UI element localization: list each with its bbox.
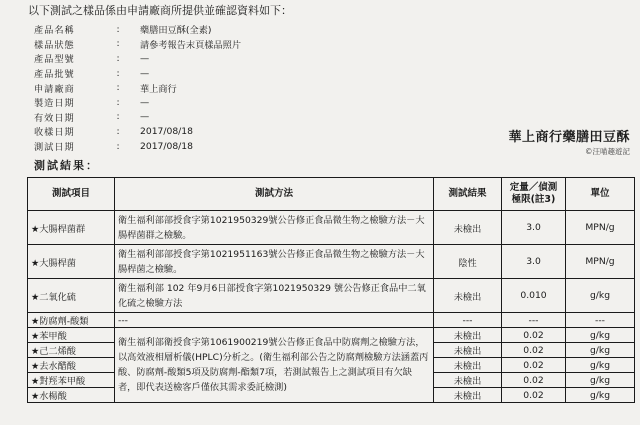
cell-unit: g/kg xyxy=(566,279,635,313)
cell-item: ★去水醋酸 xyxy=(28,358,115,373)
header-method: 測試方法 xyxy=(115,178,434,211)
info-colon: : xyxy=(116,82,120,94)
cell-limit: 0.02 xyxy=(502,343,566,358)
table-header-row xyxy=(28,178,635,211)
cell-item: ★己二烯酸 xyxy=(28,343,115,358)
results-table xyxy=(27,177,635,403)
info-label: 收樣日期 xyxy=(34,127,75,139)
cell-unit: MPN/g xyxy=(566,211,635,245)
table-row xyxy=(28,328,635,343)
info-label: 產品名稱 xyxy=(34,25,75,37)
cell-unit: g/kg xyxy=(566,388,635,403)
sample-info-list xyxy=(34,22,241,153)
header-result: 測試結果 xyxy=(434,178,502,211)
header-limit-line1: 定量／偵測 xyxy=(509,182,558,193)
sample-info-row xyxy=(34,110,241,125)
sample-info-row xyxy=(34,124,241,139)
info-value: 請參考報告末頁樣品照片 xyxy=(140,39,242,51)
cell-limit: 3.0 xyxy=(502,211,566,245)
cell-result: 未檢出 xyxy=(434,279,502,313)
info-label: 產品型號 xyxy=(34,54,75,66)
info-colon: : xyxy=(116,38,120,50)
info-colon: : xyxy=(116,52,120,64)
intro-text: 以下測試之樣品係由申請廠商所提供並確認資料如下： xyxy=(28,4,292,17)
info-label: 測試日期 xyxy=(34,142,75,154)
info-colon: : xyxy=(116,111,120,123)
sample-info-row xyxy=(34,139,241,154)
cell-limit: 0.02 xyxy=(502,358,566,373)
cell-method: --- xyxy=(115,313,434,328)
cell-result: 未檢出 xyxy=(434,343,502,358)
info-value: 華上商行 xyxy=(140,83,177,95)
cell-unit: g/kg xyxy=(566,343,635,358)
cell-result: 未檢出 xyxy=(434,211,502,245)
info-value: 2017/08/18 xyxy=(140,125,193,137)
cell-limit: 3.0 xyxy=(502,245,566,279)
cell-unit: g/kg xyxy=(566,373,635,388)
info-value: — xyxy=(140,67,150,79)
cell-item: ★二氧化硫 xyxy=(28,279,115,313)
info-colon: : xyxy=(116,96,120,108)
header-limit-line2: 極限(註3) xyxy=(511,194,556,205)
cell-result: 未檢出 xyxy=(434,358,502,373)
info-value: — xyxy=(140,52,150,64)
cell-method: 衛生福利部部授食字第1021950329號公告修正食品微生物之檢驗方法－大腸桿菌群之檢驗。 xyxy=(115,211,434,245)
table-row xyxy=(28,279,635,313)
cell-unit: MPN/g xyxy=(566,245,635,279)
header-limit xyxy=(502,178,566,211)
info-value: — xyxy=(140,96,150,108)
header-item: 測試項目 xyxy=(28,178,115,211)
sample-info-row xyxy=(34,80,241,95)
info-value: 藥膳田豆酥(全素) xyxy=(140,25,212,37)
cell-result: 未檢出 xyxy=(434,388,502,403)
cell-item: ★對羥苯甲酸 xyxy=(28,373,115,388)
cell-limit: 0.02 xyxy=(502,388,566,403)
cell-item: ★水楊酸 xyxy=(28,388,115,403)
sample-info-row xyxy=(34,22,241,37)
table-row xyxy=(28,211,635,245)
cell-method: 衛生福利部部授食字第1021951163號公告修正食品微生物之檢驗方法－大腸桿菌之檢驗。 xyxy=(115,245,434,279)
sample-info-row xyxy=(34,37,241,52)
cell-limit: --- xyxy=(502,313,566,328)
sample-info-row xyxy=(34,66,241,81)
info-label: 產品批號 xyxy=(34,69,75,81)
section-title: 測試結果： xyxy=(34,159,99,172)
info-colon: : xyxy=(116,140,120,152)
cell-result: 未檢出 xyxy=(434,328,502,343)
sample-info-row xyxy=(34,51,241,66)
info-label: 樣品狀態 xyxy=(34,39,75,51)
cell-unit: g/kg xyxy=(566,328,635,343)
table-row xyxy=(28,313,635,328)
cell-result: 陰性 xyxy=(434,245,502,279)
cell-item: ★苯甲酸 xyxy=(28,328,115,343)
cell-result: --- xyxy=(434,313,502,328)
info-colon: : xyxy=(116,23,120,35)
info-label: 申請廠商 xyxy=(34,83,75,95)
cell-result: 未檢出 xyxy=(434,373,502,388)
info-colon: : xyxy=(116,125,120,137)
watermark-title: 華上商行藥膳田豆酥 xyxy=(508,130,630,145)
cell-item: ★大腸桿菌 xyxy=(28,245,115,279)
cell-unit: --- xyxy=(566,313,635,328)
cell-limit: 0.010 xyxy=(502,279,566,313)
cell-item: ★防腐劑-酸類 xyxy=(28,313,115,328)
header-unit: 單位 xyxy=(566,178,635,211)
info-value: 2017/08/18 xyxy=(140,140,193,152)
info-colon: : xyxy=(116,67,120,79)
table-row xyxy=(28,245,635,279)
info-label: 製造日期 xyxy=(34,98,75,110)
cell-item: ★大腸桿菌群 xyxy=(28,211,115,245)
watermark-subtitle: ©汪喵趣遊記 xyxy=(585,147,630,156)
info-label: 有效日期 xyxy=(34,112,75,124)
sample-info-row xyxy=(34,95,241,110)
cell-limit: 0.02 xyxy=(502,373,566,388)
info-value: — xyxy=(140,111,150,123)
cell-limit: 0.02 xyxy=(502,328,566,343)
cell-method: 衛生福利部 102 年9月6日部授食字第1021950329 號公告修正食品中二氧化硫之檢驗方法 xyxy=(115,279,434,313)
watermark-logo xyxy=(508,126,630,157)
cell-method-preservatives: 衛生福利部衛授食字第1061900219號公告修正食品中防腐劑之檢驗方法，以高效液相層析儀(HPLC)分析之。(衛生福利部公告之防腐劑檢驗方法涵蓋丙酸、防腐劑-酸類5項及防腐劑-酯類7項，若測試報告上之測試項目有欠缺者，即代表送檢客戶僅依其需求委託檢測) xyxy=(115,328,434,403)
cell-unit: g/kg xyxy=(566,358,635,373)
